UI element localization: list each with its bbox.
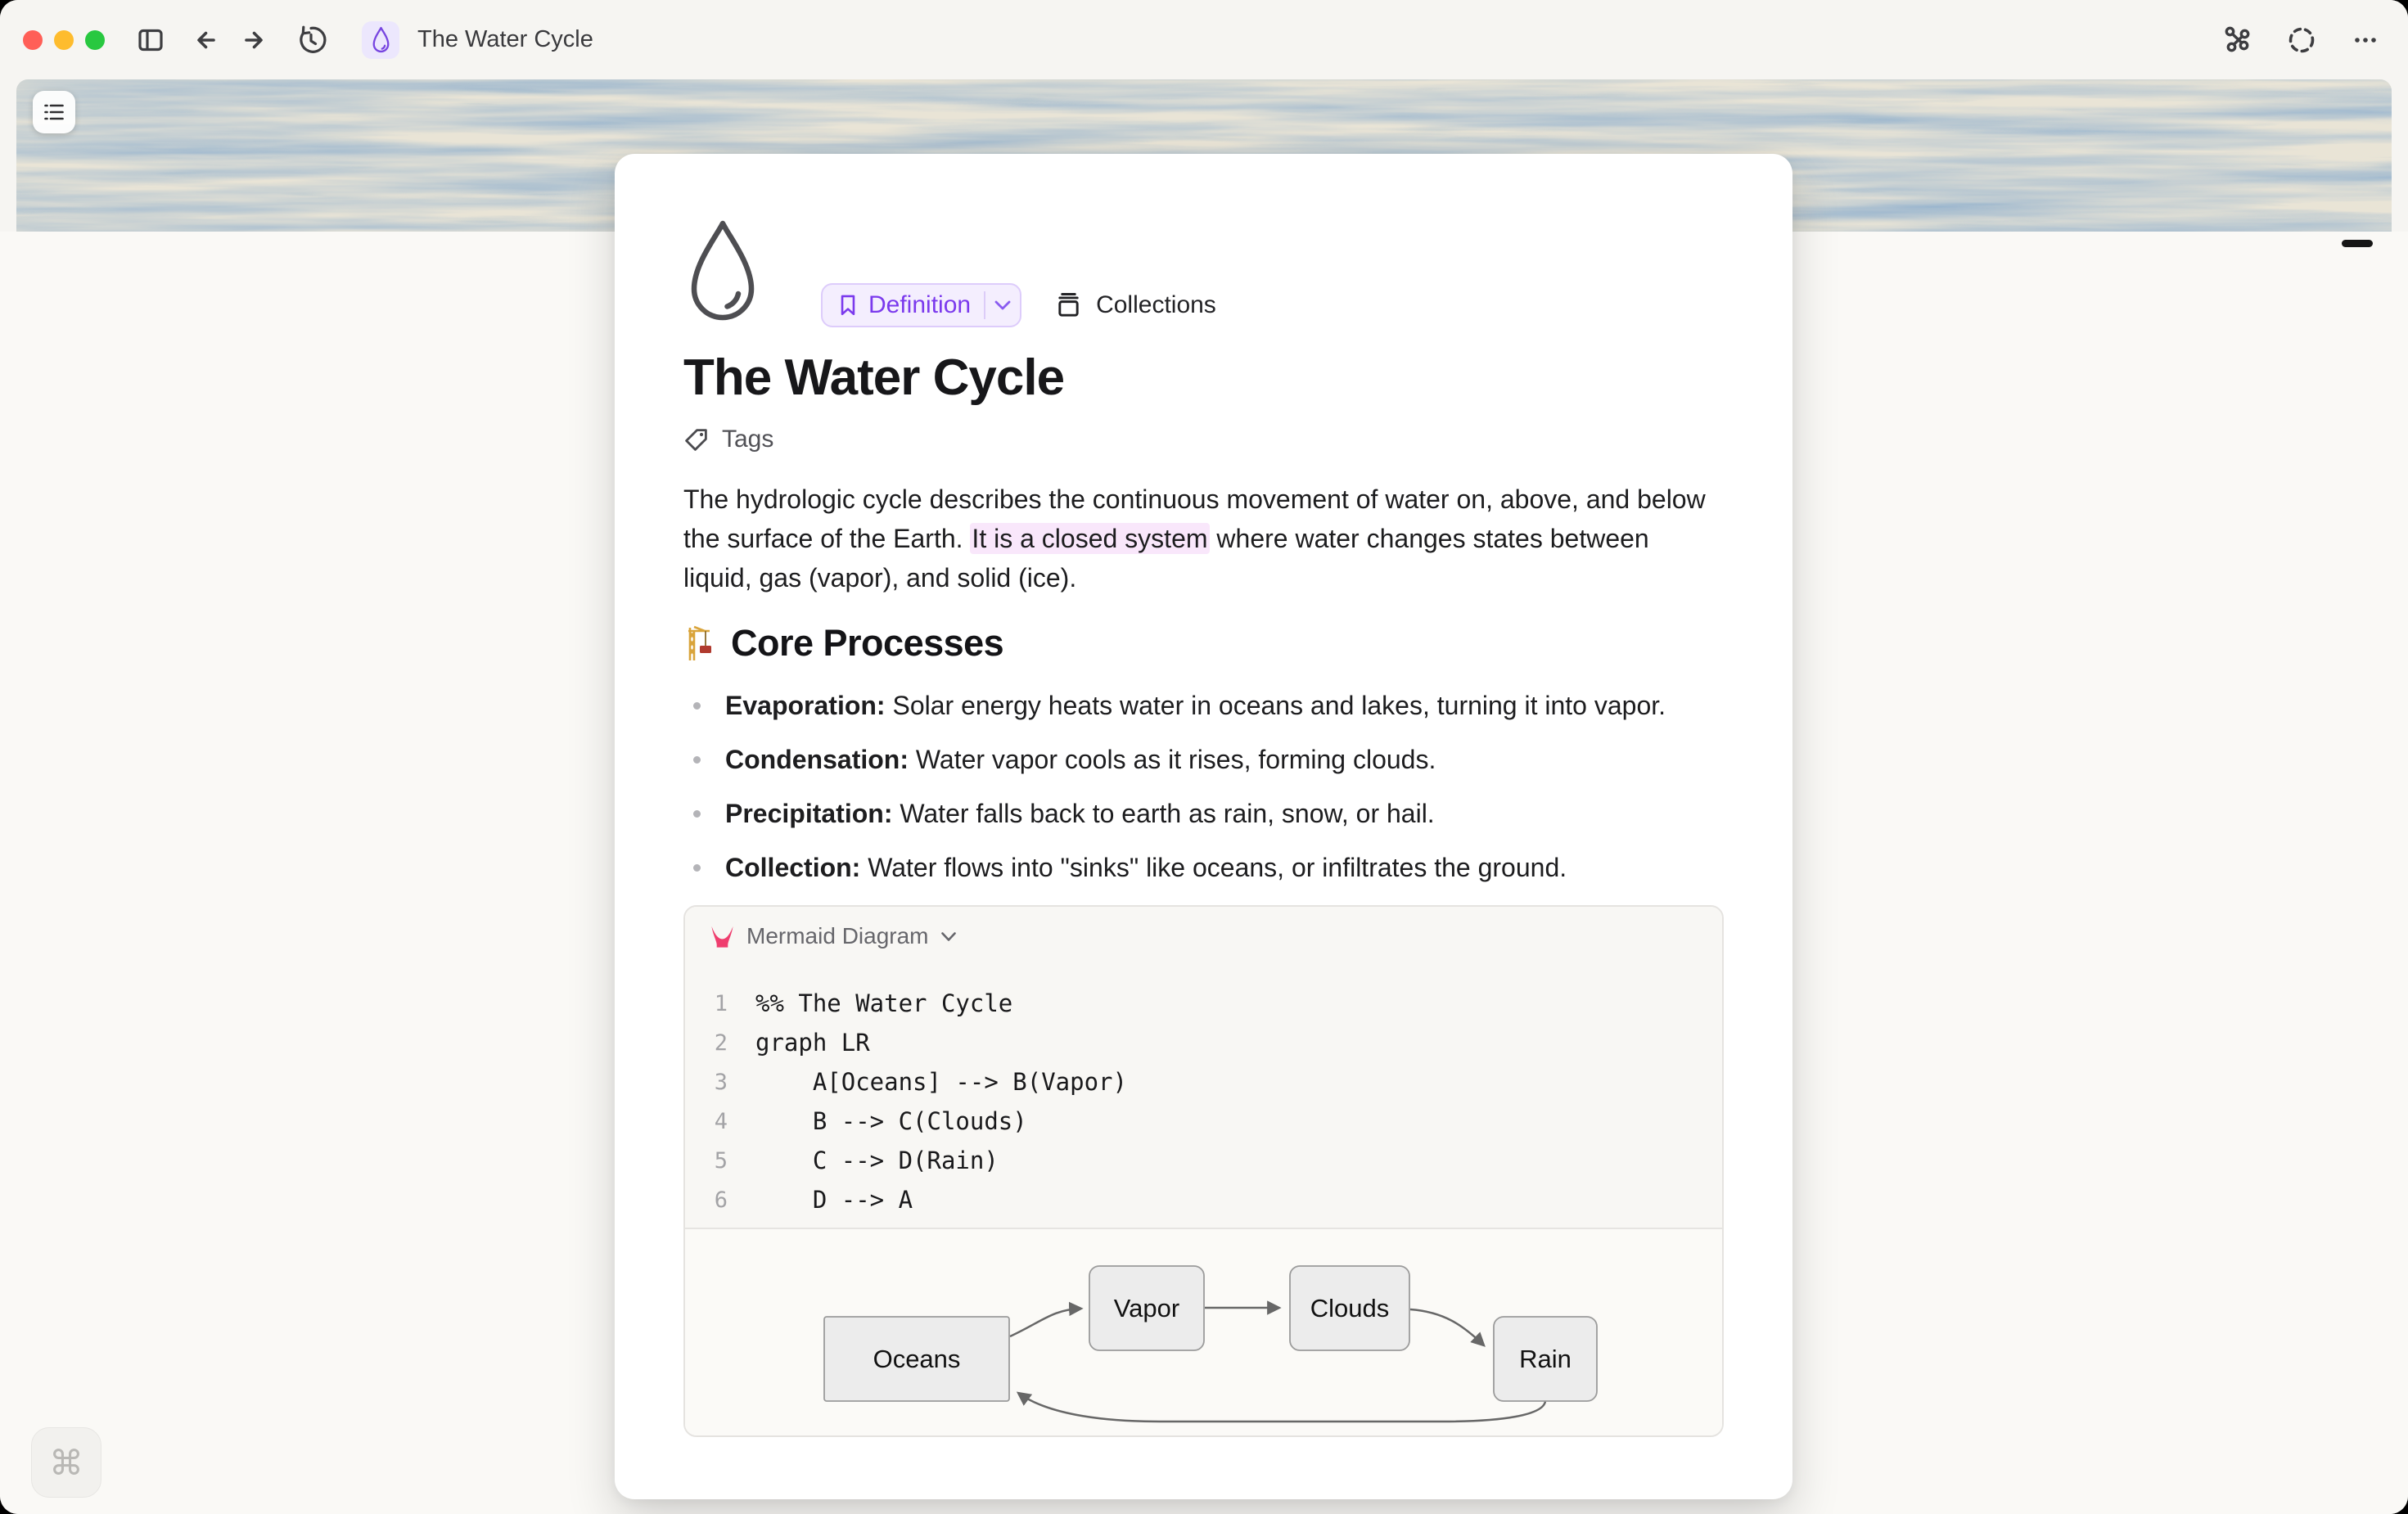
line-number: 5: [714, 1147, 728, 1174]
badge-divider: [984, 291, 985, 319]
code-line[interactable]: [685, 1102, 1722, 1141]
list-item: [683, 794, 1724, 833]
svg-text:Rain: Rain: [1519, 1345, 1572, 1373]
edge-clouds-rain: [1410, 1309, 1484, 1345]
list-item: [683, 686, 1724, 725]
back-icon[interactable]: [188, 22, 224, 58]
edge-oceans-vapor: [1010, 1309, 1081, 1336]
bullet-dot: [693, 864, 701, 872]
chevron-down-icon[interactable]: [940, 931, 957, 942]
tags-row[interactable]: [683, 426, 1724, 453]
line-number: 1: [714, 990, 728, 1016]
history-icon[interactable]: [293, 22, 329, 58]
command-shortcut-button[interactable]: [31, 1427, 101, 1498]
code-editor[interactable]: [685, 961, 1722, 1228]
bullet-dot: [693, 810, 701, 818]
line-number: 6: [714, 1187, 728, 1213]
process-list: [683, 686, 1724, 887]
svg-text:Oceans: Oceans: [873, 1345, 961, 1373]
list-item: [683, 740, 1724, 779]
edge-rain-oceans: [1018, 1393, 1545, 1422]
tag-icon: [683, 427, 709, 453]
line-number: 2: [714, 1030, 728, 1056]
graph-icon[interactable]: [2220, 22, 2256, 58]
list-item: [683, 848, 1724, 887]
minimize-button[interactable]: [54, 30, 74, 50]
node-oceans: [824, 1317, 1009, 1401]
list-item-text: Collection: Water flows into "sinks" like oceans, or infiltrates the ground.: [725, 853, 1567, 882]
code-line[interactable]: [685, 984, 1722, 1023]
code-text: D --> A: [755, 1186, 913, 1214]
bullet-dot: [693, 756, 701, 764]
line-number: 3: [714, 1069, 728, 1095]
code-block: [683, 905, 1724, 1437]
command-icon: ⌘: [49, 1443, 83, 1482]
code-text: %% The Water Cycle: [755, 989, 1013, 1017]
intro-paragraph: [683, 480, 1724, 597]
paragraph-text: The hydrologic cycle describes the continuous movement of water on, above, and below the surface of the Earth.: [683, 484, 1706, 553]
close-button[interactable]: [23, 30, 43, 50]
svg-text:Vapor: Vapor: [1113, 1294, 1180, 1322]
tags-label: Tags: [722, 426, 774, 453]
code-text: C --> D(Rain): [755, 1147, 999, 1174]
chevron-down-icon[interactable]: [994, 300, 1012, 311]
code-line[interactable]: [685, 1023, 1722, 1062]
code-line[interactable]: [685, 1180, 1722, 1219]
forward-icon[interactable]: [236, 22, 272, 58]
type-badge[interactable]: [821, 283, 1021, 327]
code-language-label: Mermaid Diagram: [746, 923, 929, 949]
line-number: 4: [714, 1108, 728, 1134]
node-clouds: [1290, 1266, 1409, 1350]
document-meta-row: [821, 283, 1216, 329]
titlebar: [0, 0, 2408, 79]
collections-label: Collections: [1096, 291, 1216, 318]
traffic-lights: [23, 30, 105, 50]
sync-status-icon[interactable]: [2284, 22, 2320, 58]
list-item-text: Condensation: Water vapor cools as it rises, forming clouds.: [725, 745, 1436, 774]
collections-button[interactable]: [1054, 291, 1216, 320]
mermaid-icon: [710, 924, 735, 949]
construction-crane-icon: [683, 624, 719, 662]
outline-list-button[interactable]: [33, 91, 75, 133]
page-title: The Water Cycle: [683, 349, 1065, 406]
water-drop-icon: [362, 21, 399, 59]
code-text: graph LR: [755, 1029, 870, 1057]
section-heading-text: Core Processes: [731, 622, 1004, 664]
list-item-text: Evaporation: Solar energy heats water in oceans and lakes, turning it into vapor.: [725, 691, 1666, 720]
code-text: A[Oceans] --> B(Vapor): [755, 1068, 1127, 1096]
mermaid-preview: [685, 1229, 1722, 1435]
code-block-header: [685, 907, 1722, 961]
more-icon[interactable]: [2347, 22, 2383, 58]
paragraph-text: where water changes states between liquid, gas (vapor), and solid (ice).: [683, 524, 1649, 593]
list-item-text: Precipitation: Water falls back to earth as rain, snow, or hail.: [725, 799, 1435, 828]
collections-icon: [1054, 291, 1083, 320]
zoom-button[interactable]: [85, 30, 105, 50]
svg-text:Clouds: Clouds: [1310, 1294, 1390, 1322]
node-rain: [1494, 1317, 1597, 1401]
section-heading: [683, 622, 1724, 665]
highlighted-text: It is a closed system: [972, 524, 1208, 553]
sidebar-toggle-icon[interactable]: [133, 22, 169, 58]
document-card: [615, 154, 1792, 1499]
document-header: [683, 217, 1724, 329]
type-badge-label: Definition: [868, 291, 972, 318]
document-tab[interactable]: [362, 21, 593, 59]
code-line[interactable]: [685, 1141, 1722, 1180]
bookmark-icon: [837, 293, 859, 318]
collapse-handle[interactable]: [2342, 240, 2373, 247]
document-icon-water-drop[interactable]: [683, 217, 762, 329]
flowchart-diagram: [685, 1229, 1724, 1435]
code-text: B --> C(Clouds): [755, 1107, 1027, 1135]
node-vapor: [1089, 1266, 1204, 1350]
code-line[interactable]: [685, 1062, 1722, 1102]
tab-title: The Water Cycle: [417, 26, 593, 52]
titlebar-right-actions: [2220, 0, 2408, 79]
bullet-dot: [693, 702, 701, 710]
